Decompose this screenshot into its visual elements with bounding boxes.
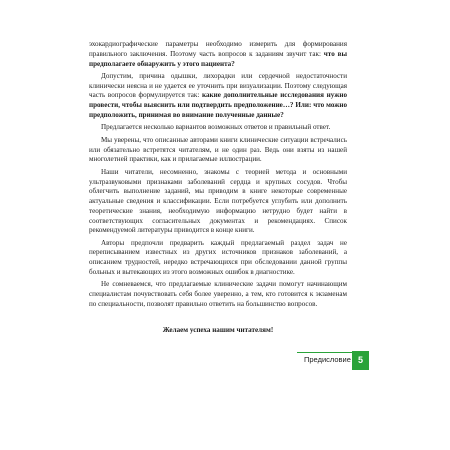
paragraph-5: Наши читатели, несомненно, знакомы с теорией метода и основными ультразвуковыми признаками заболеваний сердца и крупных сосудов. Чтобы облегчить выполнение заданий, мы приводим в книге некоторые современные актуальные сведения и классификации. Если потребуется углубить или дополнить теоретические знания, необходимую информацию нетрудно будет найти в соответствующих согласительных документах и рекомендациях. Список рекомендуемой литературы приводится в конце книги. [89, 167, 347, 235]
paragraph-1 [89, 40, 347, 69]
footer-section-label: Предисловие [304, 355, 351, 364]
body-text [89, 40, 347, 338]
paragraph-2 [89, 72, 347, 121]
paragraph-2-text: Допустим, причина одышки, лихорадки или сердечной недостаточности клинически неясна и не удается ее уточнить при визуализации. Поэтому следующая часть вопросов формулируется так: [89, 71, 347, 100]
page-number: 5 [352, 351, 369, 370]
paragraph-2-bold: какие дополнительные исследования нужно провести, чтобы выяснить или подтвердить предположение…? Или: что можно предположить, принимая во внимание полученные данные? [89, 91, 347, 119]
paragraph-3: Предлагается несколько вариантов возможных ответов и правильный ответ. [101, 123, 331, 132]
closing-line-bold: Желаем успеха нашим читателям! [162, 325, 274, 334]
paragraph-7: Не сомневаемся, что предлагаемые клинические задачи помогут начинающим специалистам почувствовать себя более уверенно, а тем, кто готовится к экзаменам по специальности, позволят правильно ответить на большинство вопросов. [89, 280, 347, 308]
paragraph-6: Авторы предпочли предварить каждый предлагаемый раздел задач не переписыванием известных из других источников признаков заболеваний, а описанием трудностей, нередко встречающихся при обследовании данной группы больных и вытекающих из этого возможных ошибок в диагностике. [89, 238, 347, 276]
paragraph-1-bold: что вы предполагаете обнаружить у этого пациента? [89, 49, 347, 68]
paragraph-1-text: эхокардиографические параметры необходимо измерить для формирования правильного заключения. Поэтому часть вопросов к заданиям звучит так: [89, 40, 347, 58]
paragraph-4: Мы уверены, что описанные авторами книги клинические ситуации встречались или обязательно встретятся читателям, и не один раз. Ведь они взяты из нашей многолетней практики, как и прилагаемые иллюстрации. [89, 135, 347, 164]
closing-line [89, 326, 347, 336]
